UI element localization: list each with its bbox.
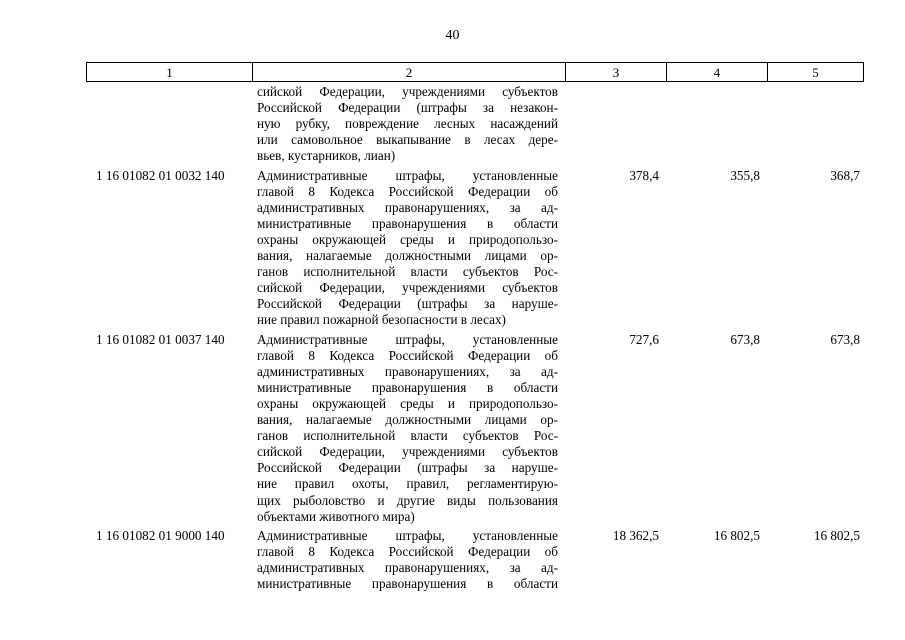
- description-line: ганов исполнительной власти субъектов Рос-: [257, 428, 558, 444]
- description-line: административных правонарушениях, за ад-: [257, 363, 558, 379]
- value-col-4: 16 802,5: [713, 527, 760, 543]
- description-line: щих рыболовство и другие виды пользования: [257, 492, 558, 508]
- table-header-row: [86, 62, 864, 82]
- header-col-1: 1: [166, 65, 173, 80]
- description-line: ную рубку, повреждение лесных насаждений: [257, 116, 558, 132]
- value-col-3: 18 362,5: [612, 527, 659, 543]
- description-line: ние правил охоты, правил, регламентирую-: [257, 476, 558, 492]
- description-line: сийской Федерации, учреждениями субъектов: [257, 444, 558, 460]
- description-line: или самовольное выкапывание в лесах дере-: [257, 132, 558, 148]
- description-line: административных правонарушениях, за ад-: [257, 559, 558, 575]
- description-line: ние правил пожарной безопасности в лесах): [257, 312, 506, 328]
- description-line: Российской Федерации (штрафы за наруше-: [257, 460, 558, 476]
- budget-code: 1 16 01082 01 0037 140: [96, 331, 225, 347]
- value-col-5: 368,7: [830, 167, 860, 183]
- description-line: Административные штрафы, установленные: [257, 527, 558, 543]
- description-line: охраны окружающей среды и природопользо-: [257, 395, 558, 411]
- budget-code: 1 16 01082 01 9000 140: [96, 527, 225, 543]
- description-line: объектами животного мира): [257, 508, 415, 524]
- description-line: сийской Федерации, учреждениями субъектов: [257, 280, 558, 296]
- value-col-5: 16 802,5: [813, 527, 860, 543]
- description-line: сийской Федерации, учреждениями субъектов: [257, 84, 558, 99]
- description-line: Российской Федерации (штрафы за наруше-: [257, 296, 558, 312]
- description-line: министративные правонарушения в области: [257, 379, 558, 395]
- header-col-2: 2: [252, 63, 565, 81]
- value-col-4: 355,8: [730, 167, 760, 183]
- description-line: охраны окружающей среды и природопользо-: [257, 231, 558, 247]
- description-line: административных правонарушениях, за ад-: [257, 199, 558, 215]
- page-number: 40: [445, 28, 460, 43]
- description-line: главой 8 Кодекса Российской Федерации об: [257, 347, 558, 363]
- description-line: министративные правонарушения в области: [257, 576, 558, 591]
- description-line: министративные правонарушения в области: [257, 215, 558, 231]
- description-line: главой 8 Кодекса Российской Федерации об: [257, 543, 558, 559]
- value-col-3: 378,4: [629, 167, 659, 183]
- header-col-3: 3: [565, 63, 666, 81]
- description-line: вьев, кустарников, лиан): [257, 148, 396, 164]
- description-line: главой 8 Кодекса Российской Федерации об: [257, 183, 558, 199]
- budget-code: 1 16 01082 01 0032 140: [96, 167, 225, 183]
- header-col-4: 4: [666, 63, 767, 81]
- value-col-3: 727,6: [629, 331, 659, 347]
- description-line: Российской Федерации (штрафы за незакон-: [257, 100, 558, 116]
- value-col-4: 673,8: [730, 331, 760, 347]
- description-line: Административные штрафы, установленные: [257, 331, 558, 347]
- description-line: ганов исполнительной власти субъектов Рос-: [257, 264, 558, 280]
- header-col-5: 5: [767, 63, 863, 81]
- description-line: Административные штрафы, установленные: [257, 167, 558, 183]
- description-line: вания, налагаемые должностными лицами ор-: [257, 248, 558, 263]
- description-line: вания, налагаемые должностными лицами ор-: [257, 412, 558, 427]
- value-col-5: 673,8: [830, 331, 860, 347]
